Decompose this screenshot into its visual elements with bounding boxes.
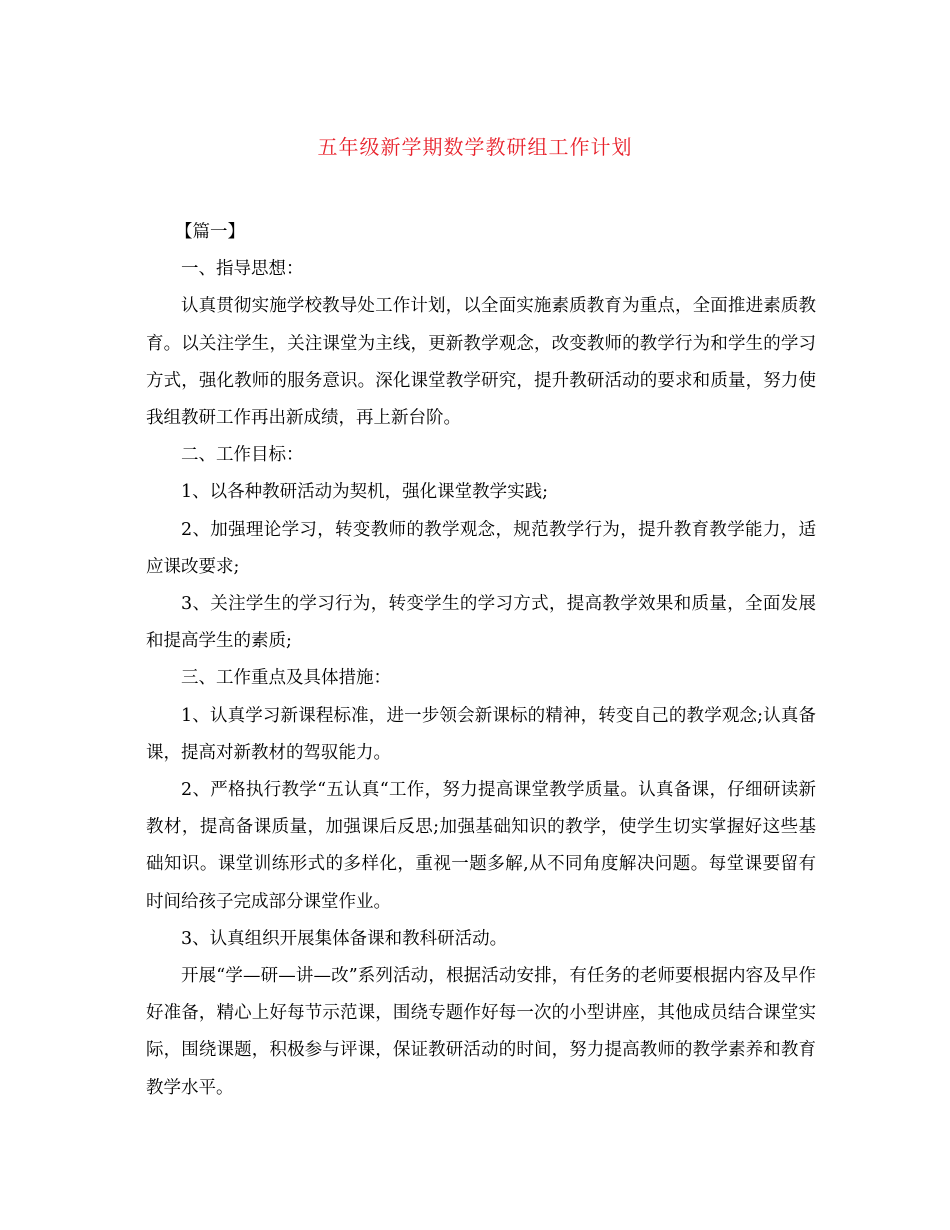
heading-key-measures: 三、工作重点及具体措施： <box>181 668 391 689</box>
goal-item-2: 2、加强理论学习，转变教师的教学观念，规范教学行为，提升教育教学能力，适应课改要求; <box>146 519 816 577</box>
measure-item-1: 1、认真学习新课程标准，进一步领会新课标的精神，转变自己的教学观念;认真备课，提高对新教材的驾驭能力。 <box>146 705 816 763</box>
measure-item-3: 3、认真组织开展集体备课和教科研活动。 <box>181 928 508 949</box>
paragraph-guiding-ideology: 认真贯彻实施学校教导处工作计划，以全面实施素质教育为重点，全面推进素质教育。以关注学生，关注课堂为主线，更新教学观念，改变教师的教学行为和学生的学习方式，强化教师的服务意识。深化课堂教学研究，提升教研活动的要求和质量，努力使我组教研工作再出新成绩，再上新台阶。 <box>146 296 816 429</box>
heading-work-goals: 二、工作目标： <box>181 445 304 466</box>
section-label-part-one: 【篇一】 <box>175 222 245 242</box>
document-title: 五年级新学期数学教研组工作计划 <box>317 135 633 159</box>
measure-item-2: 2、严格执行教学“五认真“工作，努力提高课堂教学质量。认真备课，仔细研读新教材，提高备课质量，加强课后反思;加强基础知识的教学，使学生切实掌握好这些基础知识。课堂训练形式的多样化，重视一题多解,从不同角度解决问题。每堂课要留有时间给孩子完成部分课堂作业。 <box>146 780 816 912</box>
heading-guiding-ideology: 一、指导思想： <box>181 259 304 280</box>
goal-item-3: 3、关注学生的学习行为，转变学生的学习方式，提高教学效果和质量，全面发展和提高学生的素质; <box>146 594 816 652</box>
document-body <box>146 214 816 1107</box>
goal-item-1: 1、以各种教研活动为契机，强化课堂教学实践; <box>181 482 549 503</box>
paragraph-activities: 开展“学—研—讲—改”系列活动，根据活动安排，有任务的老师要根据内容及早作好准备，精心上好每节示范课，围绕专题作好每一次的小型讲座，其他成员结合课堂实际，围绕课题，积极参与评课，保证教研活动的时间，努力提高教师的教学素养和教育教学水平。 <box>146 966 816 1098</box>
